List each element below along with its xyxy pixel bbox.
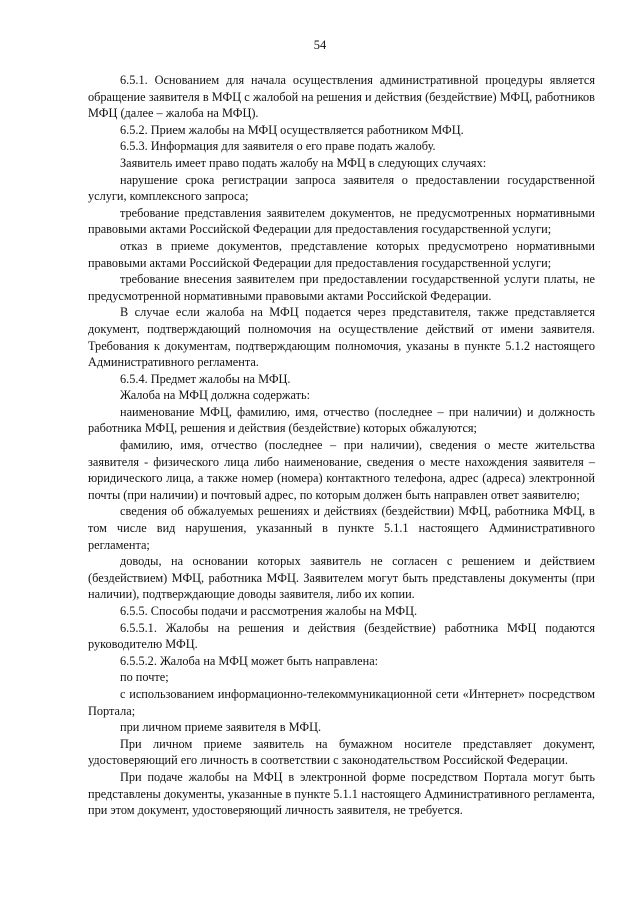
list-item-decisions-info: сведения об обжалуемых решениях и действиях (бездействии) МФЦ, работника МФЦ, в том числе вид нарушения, указанный в пункте 5.1.1 настоящего Административного регламента; — [88, 504, 595, 552]
list-item-mfc-name: наименование МФЦ, фамилию, имя, отчество (последнее – при наличии) и должность работника МФЦ, решения и действия (бездействие) которых обжалуются; — [88, 404, 595, 436]
list-item-extra-documents: требование представления заявителем документов, не предусмотренных нормативными правовыми актами Российской Федерации для предоставления государственной услуги; — [88, 205, 595, 237]
paragraph-6-5-2: 6.5.2. Прием жалобы на МФЦ осуществляется работником МФЦ. — [120, 122, 464, 137]
document-body — [88, 72, 595, 819]
page-number: 54 — [313, 38, 327, 52]
paragraph-personal-reception: При личном приеме заявитель на бумажном носителе представляет документ, удостоверяющий его личность в соответствии с законодательством Российской Федерации. — [88, 736, 595, 768]
paragraph-6-5-5-2: 6.5.5.2. Жалоба на МФЦ может быть направлена: — [120, 653, 379, 668]
list-item-arguments: доводы, на основании которых заявитель не согласен с решением и действием (бездействием) МФЦ, работника МФЦ. Заявителем могут быть представлены документы (при наличии), подтверждающие доводы заявителя, либо их копии. — [88, 554, 595, 602]
paragraph-6-5-1: 6.5.1. Основанием для начала осуществления административной процедуры является обращение заявителя в МФЦ с жалобой на решения и действия (бездействие) МФЦ, работников МФЦ (далее – жалоба на МФЦ). — [88, 73, 595, 121]
list-item-personal-visit: при личном приеме заявителя в МФЦ. — [120, 720, 322, 735]
list-item-registration-violation: нарушение срока регистрации запроса заявителя о предоставлении государственной услуги, комплексного запроса; — [88, 172, 595, 204]
paragraph-representative: В случае если жалоба на МФЦ подается через представителя, также представляется документ, подтверждающий полномочия на осуществление действий от имени заявителя. Требования к документам, подтверждающим полномочия, указаны в пункте 5.1.2 настоящего Административного регламента. — [88, 305, 595, 370]
paragraph-6-5-3: 6.5.3. Информация для заявителя о его праве подать жалобу. — [120, 139, 436, 154]
paragraph-6-5-4: 6.5.4. Предмет жалобы на МФЦ. — [120, 371, 291, 386]
paragraph-6-5-5: 6.5.5. Способы подачи и рассмотрения жалобы на МФЦ. — [120, 604, 418, 618]
paragraph-complaint-cases-intro: Заявитель имеет право подать жалобу на МФЦ в следующих случаях: — [120, 155, 487, 170]
list-item-by-mail: по почте; — [120, 670, 169, 685]
list-item-fee-demand: требование внесения заявителем при предоставлении государственной услуги платы, не предусмотренной нормативными правовыми актами Российской Федерации. — [88, 272, 595, 303]
paragraph-electronic-submission: При подаче жалобы на МФЦ в электронной форме посредством Портала могут быть представлены документы, указанные в пункте 5.1.1 настоящего Административного регламента, при этом документ, удостоверяющий личность заявителя, не требуется. — [88, 769, 595, 818]
paragraph-complaint-content-intro: Жалоба на МФЦ должна содержать: — [120, 388, 311, 403]
list-item-refusal: отказ в приеме документов, представление которых предусмотрено нормативными правовыми актами Российской Федерации для предоставления государственной услуги; — [88, 238, 595, 270]
list-item-applicant-details: фамилию, имя, отчество (последнее – при наличии), сведения о месте жительства заявителя - физического лица либо наименование, сведения о месте нахождения заявителя – юридического лица, а также номер (номера) контактного телефона, адрес (адреса) электронной почты (при наличии) и почтовый адрес, по которым должен быть направлен ответ заявителю; — [88, 438, 595, 502]
paragraph-6-5-5-1: 6.5.5.1. Жалобы на решения и действия (бездействие) работника МФЦ подаются руководителю МФЦ. — [88, 620, 595, 652]
list-item-via-internet: с использованием информационно-телекоммуникационной сети «Интернет» посредством Портала; — [88, 686, 595, 718]
